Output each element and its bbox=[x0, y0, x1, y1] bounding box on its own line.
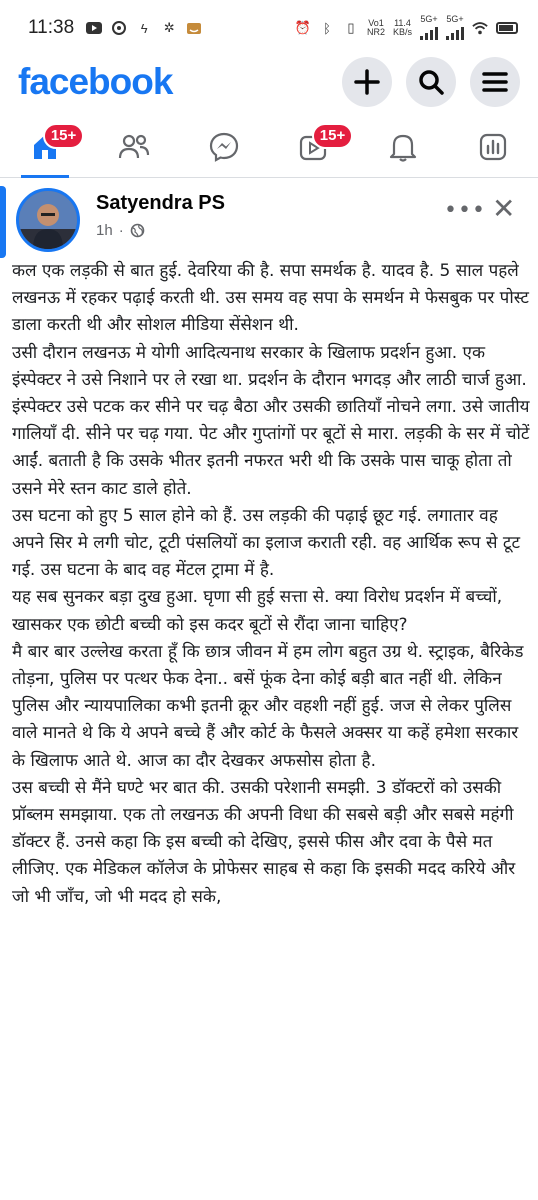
battery-icon bbox=[496, 22, 518, 34]
post-paragraph: मै बार बार उल्लेख करता हूँ कि छात्र जीवन में हम लोग बहुत उग्र थे. स्ट्राइक, बैरिकेड तोड़ना, पुलिस पर पत्थर फेक देना.. बसें फूंक देना कोई बड़ी बात नहीं थी. लेकिन पुलिस और न्यायपालिका कभी इतनी क्रूर और वहशी नहीं हुई. जज से लेकर पुलिस वाले मानते थे कि ये अपने बच्चे हैं और कोर्ट के फैसले अक्सर या कहें हमेशा सरकार के खिलाफ आते थे. आज का दौर देखकर अफसोस होता है. bbox=[12, 641, 524, 771]
signal-5g-1 bbox=[420, 15, 438, 42]
flash-icon: ϟ bbox=[140, 20, 148, 36]
home-badge: 15+ bbox=[43, 123, 84, 149]
vibrate-icon: ▯ bbox=[347, 20, 355, 35]
signal-5g-2 bbox=[446, 15, 464, 42]
globe-icon bbox=[130, 223, 145, 238]
status-time: 11:38 bbox=[28, 17, 75, 38]
search-button[interactable] bbox=[406, 57, 456, 107]
facebook-logo[interactable]: facebook bbox=[18, 61, 173, 102]
meta-separator: · bbox=[118, 222, 124, 239]
network-speed: 11.4 KB/s bbox=[392, 18, 412, 37]
bell-icon bbox=[388, 131, 418, 163]
plus-icon bbox=[354, 69, 380, 95]
app-notification-icon: ✲ bbox=[163, 20, 175, 35]
status-right-icons bbox=[295, 15, 518, 42]
signal-5g-2-label: 5G+ bbox=[446, 13, 464, 24]
main-nav bbox=[0, 116, 538, 178]
signal-bars-1-icon bbox=[420, 24, 438, 40]
search-icon bbox=[418, 69, 444, 95]
create-button[interactable] bbox=[342, 57, 392, 107]
nav-dashboard[interactable] bbox=[463, 117, 523, 177]
app-header bbox=[0, 56, 538, 108]
nav-video[interactable] bbox=[284, 117, 344, 177]
friends-icon bbox=[117, 132, 151, 162]
network-label-1: Vo1 NR2 bbox=[366, 18, 385, 37]
amazon-icon bbox=[186, 20, 202, 36]
alarm-icon: ⏰ bbox=[294, 20, 312, 35]
youtube-notification-icon bbox=[86, 20, 102, 36]
post-paragraph: उस घटना को हुए 5 साल होने को हैं. उस लड़की की पढ़ाई छूट गई. लगातार वह अपने सिर मे लगी चोट, टूटी पंसलियों का इलाज कराती रही. वह आर्थिक रूप से टूट गई. उस घटना के बाद वह मेंटल ट्रामा में है. bbox=[12, 505, 521, 581]
nav-home[interactable] bbox=[15, 117, 75, 177]
menu-icon bbox=[482, 71, 508, 93]
post-paragraph: कल एक लड़की से बात हुई. देवरिया की है. सपा समर्थक है. यादव है. 5 साल पहले लखनऊ में रहकर पढ़ाई करती थी. उस समय वह सपा के समर्थन मे फेसबुक पर पोस्ट डाला करती थी और सोशल मीडिया सेंसेशन थी. bbox=[12, 261, 529, 336]
bluetooth-icon: ᛒ bbox=[323, 20, 331, 36]
post-paragraph: उसी दौरान लखनऊ मे योगी आदित्यनाथ सरकार के खिलाफ प्रदर्शन हुआ. एक इंस्पेक्टर ने उसे निशाने पर ले रखा था. प्रदर्शन के दौरान भगदड़ और लाठी चार्ज हुआ. इंस्पेक्टर उसे पटक कर सीने पर चढ़ बैठा और उसकी छातियाँ नोचने लगा. उसे जातीय गालियाँ दी. सीने पर चढ़ गया. पेट और गुप्तांगों पर बूटों से मारा. लड़की के सर में चोटें आईं. बताती है कि उसके भीतर इतनी नफरत भरी थी कि उसके पास चाकू होता तो उसने मेरे स्तन काट डाले होते. bbox=[12, 342, 530, 499]
more-options-button[interactable]: ••• bbox=[444, 198, 486, 223]
post-author[interactable]: Satyendra PS bbox=[96, 192, 225, 214]
post-header bbox=[0, 180, 538, 252]
post-paragraph: यह सब सुनकर बड़ा दुख हुआ. घृणा सी हुई सत्ता से. क्या विरोध प्रदर्शन में बच्चों, खासकर एक छोटी बच्ची को इस कदर बूटों से रौंदा जाना चाहिए? bbox=[12, 587, 503, 635]
header-actions bbox=[342, 57, 520, 107]
nav-notifications[interactable] bbox=[373, 117, 433, 177]
messenger-icon bbox=[208, 131, 240, 163]
avatar[interactable] bbox=[16, 188, 80, 252]
vpn-icon bbox=[111, 20, 127, 36]
video-badge: 15+ bbox=[312, 123, 353, 149]
nav-messenger[interactable] bbox=[194, 117, 254, 177]
status-left-icons bbox=[86, 20, 202, 36]
post-paragraph: उस बच्ची से मैंने घण्टे भर बात की. उसकी परेशानी समझी. 3 डॉक्टरों को उसकी प्रॉब्लम समझाया. एक तो लखनऊ की अपनी विधा की सबसे बड़ी और सबसे महंगी डॉक्टर हैं. उनसे कहा कि इस बच्ची को देखिए, इससे फीस और दवा के पैसे मत लीजिए. एक मेडिकल कॉलेज के प्रोफेसर साहब से कहा कि इसकी मदद करिये और जो भी जाँच, जो भी मदद हो सके, bbox=[12, 777, 516, 907]
menu-button[interactable] bbox=[470, 57, 520, 107]
signal-bars-2-icon bbox=[446, 24, 464, 40]
status-bar bbox=[0, 0, 538, 56]
dashboard-icon bbox=[478, 132, 508, 162]
post-body bbox=[12, 258, 532, 911]
wifi-icon bbox=[472, 20, 488, 36]
post-time[interactable]: 1h bbox=[96, 222, 113, 239]
nav-friends[interactable] bbox=[104, 117, 164, 177]
close-button[interactable]: ✕ bbox=[492, 192, 516, 225]
post-meta bbox=[96, 222, 145, 239]
signal-5g-1-label: 5G+ bbox=[420, 13, 438, 24]
avatar-image bbox=[19, 191, 77, 249]
